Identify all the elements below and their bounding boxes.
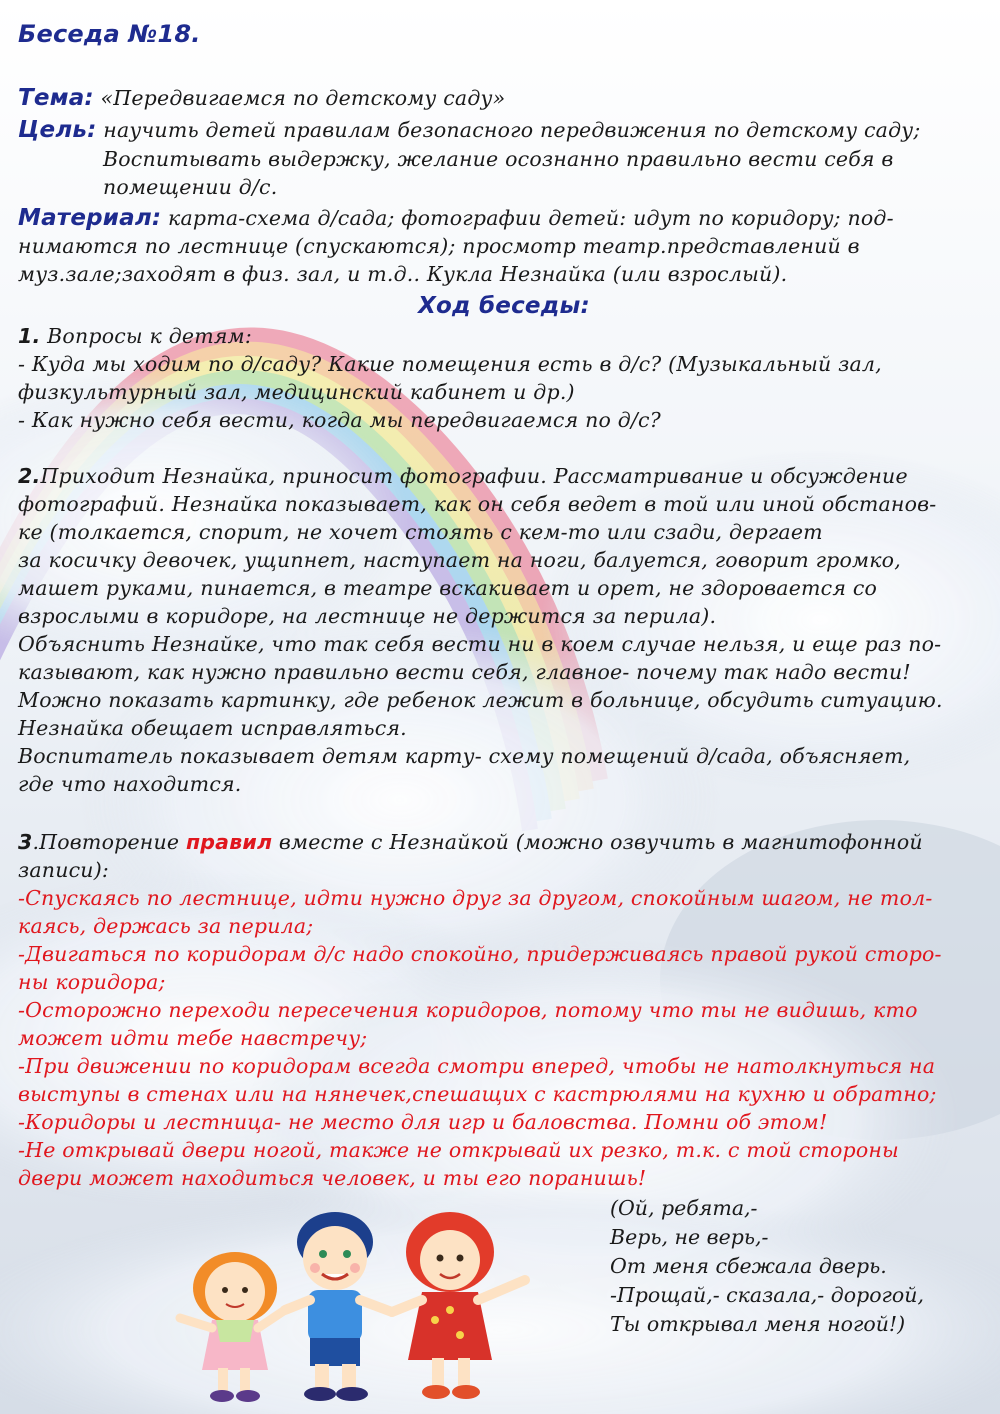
section2 <box>18 462 990 798</box>
rule-line: выступы в стенах или на нянечек,спешащих с кастрюлями на кухню и обратно; <box>18 1082 937 1106</box>
rule-line: -Двигаться по коридорам д/с надо спокойно, придерживаясь правой рукой сторо- <box>18 942 942 966</box>
rule-line: каясь, держась за перила; <box>18 914 314 938</box>
section2-line: взрослыми в коридоре, на лестнице не держится за перила). <box>18 604 717 628</box>
section2-line: Незнайка обещает исправляться. <box>18 716 407 740</box>
girl-right <box>392 1212 525 1399</box>
section2-line: Приходит Незнайка, приносит фотографии. Рассматривание и обсуждение <box>40 464 908 488</box>
section1-line: - Куда мы ходим по д/саду? Какие помещения есть в д/с? (Музыкальный зал, <box>18 352 882 376</box>
material-row <box>18 204 990 232</box>
theme-row <box>18 84 990 112</box>
goal-line-1: научить детей правилам безопасного передвижения по детскому саду; <box>103 118 921 142</box>
section3-intro-line2: записи): <box>18 858 109 882</box>
section3-num: 3 <box>18 830 33 854</box>
theme-label: Тема: <box>18 85 94 111</box>
section1 <box>18 322 990 434</box>
section2-line: Воспитатель показывает детям карту- схему помещений д/сада, объясняет, <box>18 744 911 768</box>
section2-line: Объяснить Незнайке, что так себя вести ни в коем случае нельзя, и еще раз по- <box>18 632 942 656</box>
girl-left <box>180 1252 285 1402</box>
material-line-2: нимаются по лестнице (спускаются); просмотр театр.представлений в <box>18 234 860 258</box>
rule-line: -При движении по коридорам всегда смотри вперед, чтобы не натолкнуться на <box>18 1054 936 1078</box>
rule-line: ны коридора; <box>18 970 166 994</box>
goal-line-2: Воспитывать выдержку, желание осознанно правильно вести себя в <box>103 147 894 171</box>
children-illustration <box>160 1200 560 1410</box>
material-label: Материал: <box>18 205 162 231</box>
section2-line: ке (толкается, спорит, не хочет стоять с кем-то или сзади, дергает <box>18 520 823 544</box>
rules-word: правил <box>185 830 273 854</box>
goal-line-3: помещении д/с. <box>103 175 278 199</box>
section3-intro-b: вместе с Незнайкой (можно озвучить в магнитофонной <box>272 830 923 854</box>
section1-num: 1. <box>18 324 41 348</box>
section3 <box>18 828 990 1192</box>
goal-row <box>18 116 990 144</box>
section2-line: Можно показать картинку, где ребенок лежит в больнице, обсудить ситуацию. <box>18 688 943 712</box>
section2-line: где что находится. <box>18 772 242 796</box>
poem-line: Ты открывал меня ногой!) <box>610 1312 906 1336</box>
rule-line: -Коридоры и лестница- не место для игр и баловства. Помни об этом! <box>18 1110 828 1134</box>
goal-label: Цель: <box>18 117 97 143</box>
section1-line: физкультурный зал, медицинский кабинет и др.) <box>18 380 575 404</box>
rule-line: -Спускаясь по лестнице, идти нужно друг за другом, спокойным шагом, не тол- <box>18 886 933 910</box>
poem-line: От меня сбежала дверь. <box>610 1254 887 1278</box>
rule-line: -Осторожно переходи пересечения коридоров, потому что ты не видишь, кто <box>18 998 918 1022</box>
section1-line: Вопросы к детям: <box>40 324 252 348</box>
boy-middle <box>285 1212 392 1401</box>
rule-line: двери может находиться человек, и ты его поранишь! <box>18 1166 647 1190</box>
section2-num: 2. <box>18 464 41 488</box>
poem-line: Верь, не верь,- <box>610 1225 769 1249</box>
page-title: Беседа №18. <box>18 20 201 48</box>
rule-line: может идти тебе навстречу; <box>18 1026 368 1050</box>
section2-line: машет руками, пинается, в театре вскакивает и орет, не здоровается со <box>18 576 878 600</box>
section2-line: за косичку девочек, ущипнет, наступает на ноги, балуется, говорит громко, <box>18 548 901 572</box>
section3-intro-a: .Повторение <box>32 830 186 854</box>
material-line-1: карта-схема д/сада; фотографии детей: идут по коридору; под- <box>168 206 894 230</box>
poem <box>610 1194 990 1339</box>
poem-line: -Прощай,- сказала,- дорогой, <box>610 1283 924 1307</box>
poem-line: (Ой, ребята,- <box>610 1196 758 1220</box>
section-heading: Ход беседы: <box>418 293 590 319</box>
section2-line: казывают, как нужно правильно вести себя, главное- почему так надо вести! <box>18 660 911 684</box>
material-line-3: муз.зале;заходят в физ. зал, и т.д.. Кукла Незнайка (или взрослый). <box>18 262 788 286</box>
rule-line: -Не открывай двери ногой, также не открывай их резко, т.к. с той стороны <box>18 1138 899 1162</box>
theme-text: «Передвигаемся по детскому саду» <box>100 86 506 110</box>
section2-line: фотографий. Незнайка показывает, как он себя ведет в той или иной обстанов- <box>18 492 937 516</box>
section1-line: - Как нужно себя вести, когда мы передвигаемся по д/с? <box>18 408 661 432</box>
